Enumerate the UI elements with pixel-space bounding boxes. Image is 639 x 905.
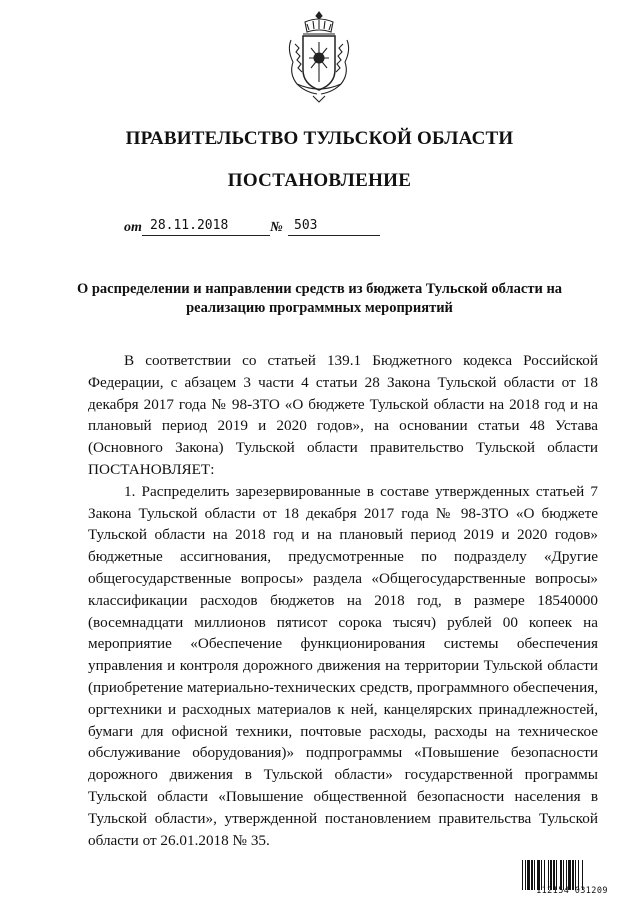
document-type-heading: ПОСТАНОВЛЕНИЕ: [227, 170, 412, 191]
document-subject: О распределении и направлении средств из бюджета Тульской области на реализацию программных мероприятий: [76, 281, 563, 316]
coat-of-arms-icon: [283, 10, 355, 104]
document-body: [88, 350, 598, 851]
number-label: №: [270, 220, 283, 235]
organization-title: ПРАВИТЕЛЬСТВО ТУЛЬСКОЙ ОБЛАСТИ: [125, 128, 514, 149]
document-date: 28.11.2018: [142, 218, 270, 236]
date-label: от: [124, 220, 142, 235]
barcode-number: 112154 031209: [536, 886, 608, 896]
preamble-paragraph: В соответствии со статьей 139.1 Бюджетного кодекса Российской Федерации, с абзацем 3 части 4 статьи 28 Закона Тульской области от 18 декабря 2017 года № 98-ЗТО «О бюджете Тульской области на 2018 год и на плановый период 2019 и 2020 годов», на основании статьи 48 Устава (Основного Закона) Тульской области правительство Тульской области ПОСТАНОВЛЯЕТ:: [88, 352, 598, 478]
item-1-paragraph: 1. Распределить зарезервированные в составе утвержденных статьей 7 Закона Тульской области от 18 декабря 2017 года № 98-ЗТО «О бюджете Тульской области на 2018 год и на плановый период 2019 и 2020 годов» бюджетные ассигнования, предусмотренные по подразделу «Другие общегосударственные вопросы» раздела «Общегосударственные вопросы» классификации расходов бюджетов на 2018 год, в размере 18540000 (восемнадцати миллионов пятисот сорока тысяч) рублей 00 копеек на мероприятие «Обеспечение функционирования системы обеспечения управления и контроля дорожного движения на территории Тульской области (приобретение материально-технических средств, программного обеспечения, оргтехники и расходных материалов к ней, канцелярских принадлежностей, бумаги для офисной техники, почтовые расходы, расходы на техническое обслуживание оборудования)» подпрограммы «Повышение безопасности дорожного движения в Тульской области» государственной программы Тульской области «Повышение общественной безопасности населения в Тульской области», утвержденной постановлением правительства Тульской области от 26.01.2018 № 35.: [88, 482, 598, 849]
document-number: 503: [288, 218, 380, 236]
